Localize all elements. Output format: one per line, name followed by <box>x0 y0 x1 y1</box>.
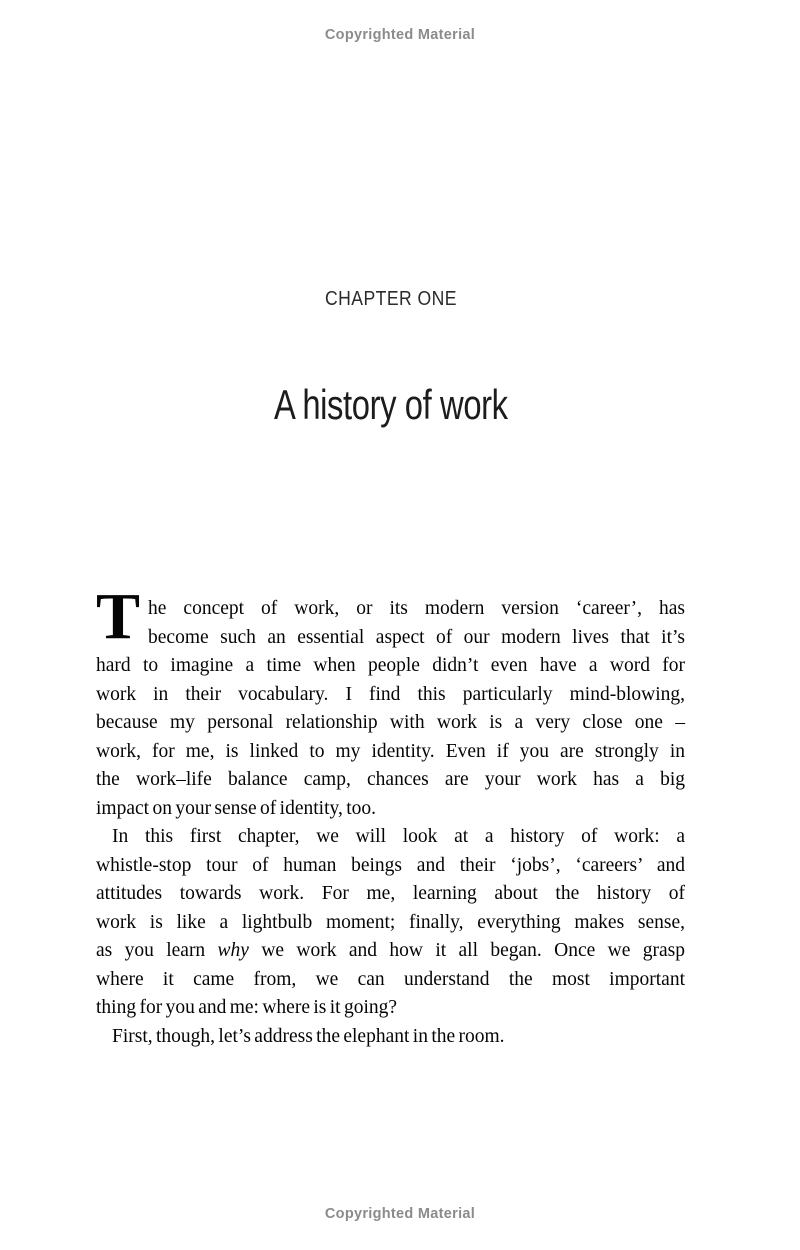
paragraph-1 <box>96 580 685 823</box>
paragraph-2 <box>96 823 685 1023</box>
text-line: because my personal relationship with work is a very close one – <box>96 712 685 733</box>
text-line: hard to imagine a time when people didn’t even have a word for <box>96 655 685 676</box>
text-line: the work–life balance camp, chances are your work has a big <box>96 769 685 790</box>
text-segment: as you learn <box>96 940 218 961</box>
text-line: work, for me, is linked to my identity. Even if you are strongly in <box>96 740 685 762</box>
text-line: where it came from, we can understand the most important <box>96 968 685 990</box>
text-line <box>96 937 685 966</box>
text-line: he concept of work, or its modern version ‘career’, has <box>148 598 685 619</box>
text-line: First, though, let’s address the elephant in the room. <box>112 1025 505 1047</box>
body-text <box>96 580 685 1051</box>
chapter-label-text: CHAPTER ONE <box>324 288 457 310</box>
text-line: attitudes towards work. For me, learning about the history of <box>96 883 685 904</box>
chapter-label <box>96 288 685 311</box>
chapter-title-text: A history of work <box>273 381 508 428</box>
paragraph-3 <box>96 1023 685 1052</box>
copyright-notice-bottom: Copyrighted Material <box>324 1206 476 1222</box>
text-line: In this first chapter, we will look at a history of work: a <box>112 826 685 847</box>
text-line: impact on your sense of identity, too. <box>96 797 377 819</box>
text-line: become such an essential aspect of our modern lives that it’s <box>148 626 685 648</box>
text-line: thing for you and me: where is it going? <box>96 997 398 1018</box>
drop-cap: T <box>96 580 141 653</box>
chapter-title <box>96 382 685 428</box>
text-segment: we work and how it all began. Once we grasp <box>248 940 685 961</box>
italic-word: why <box>217 940 249 961</box>
copyright-notice-top: Copyrighted Material <box>324 27 476 43</box>
text-line: work in their vocabulary. I find this particularly mind-blowing, <box>96 683 685 705</box>
text-line: whistle-stop tour of human beings and their ‘jobs’, ‘careers’ and <box>96 854 685 876</box>
text-line: work is like a lightbulb moment; finally, everything makes sense, <box>96 911 685 933</box>
